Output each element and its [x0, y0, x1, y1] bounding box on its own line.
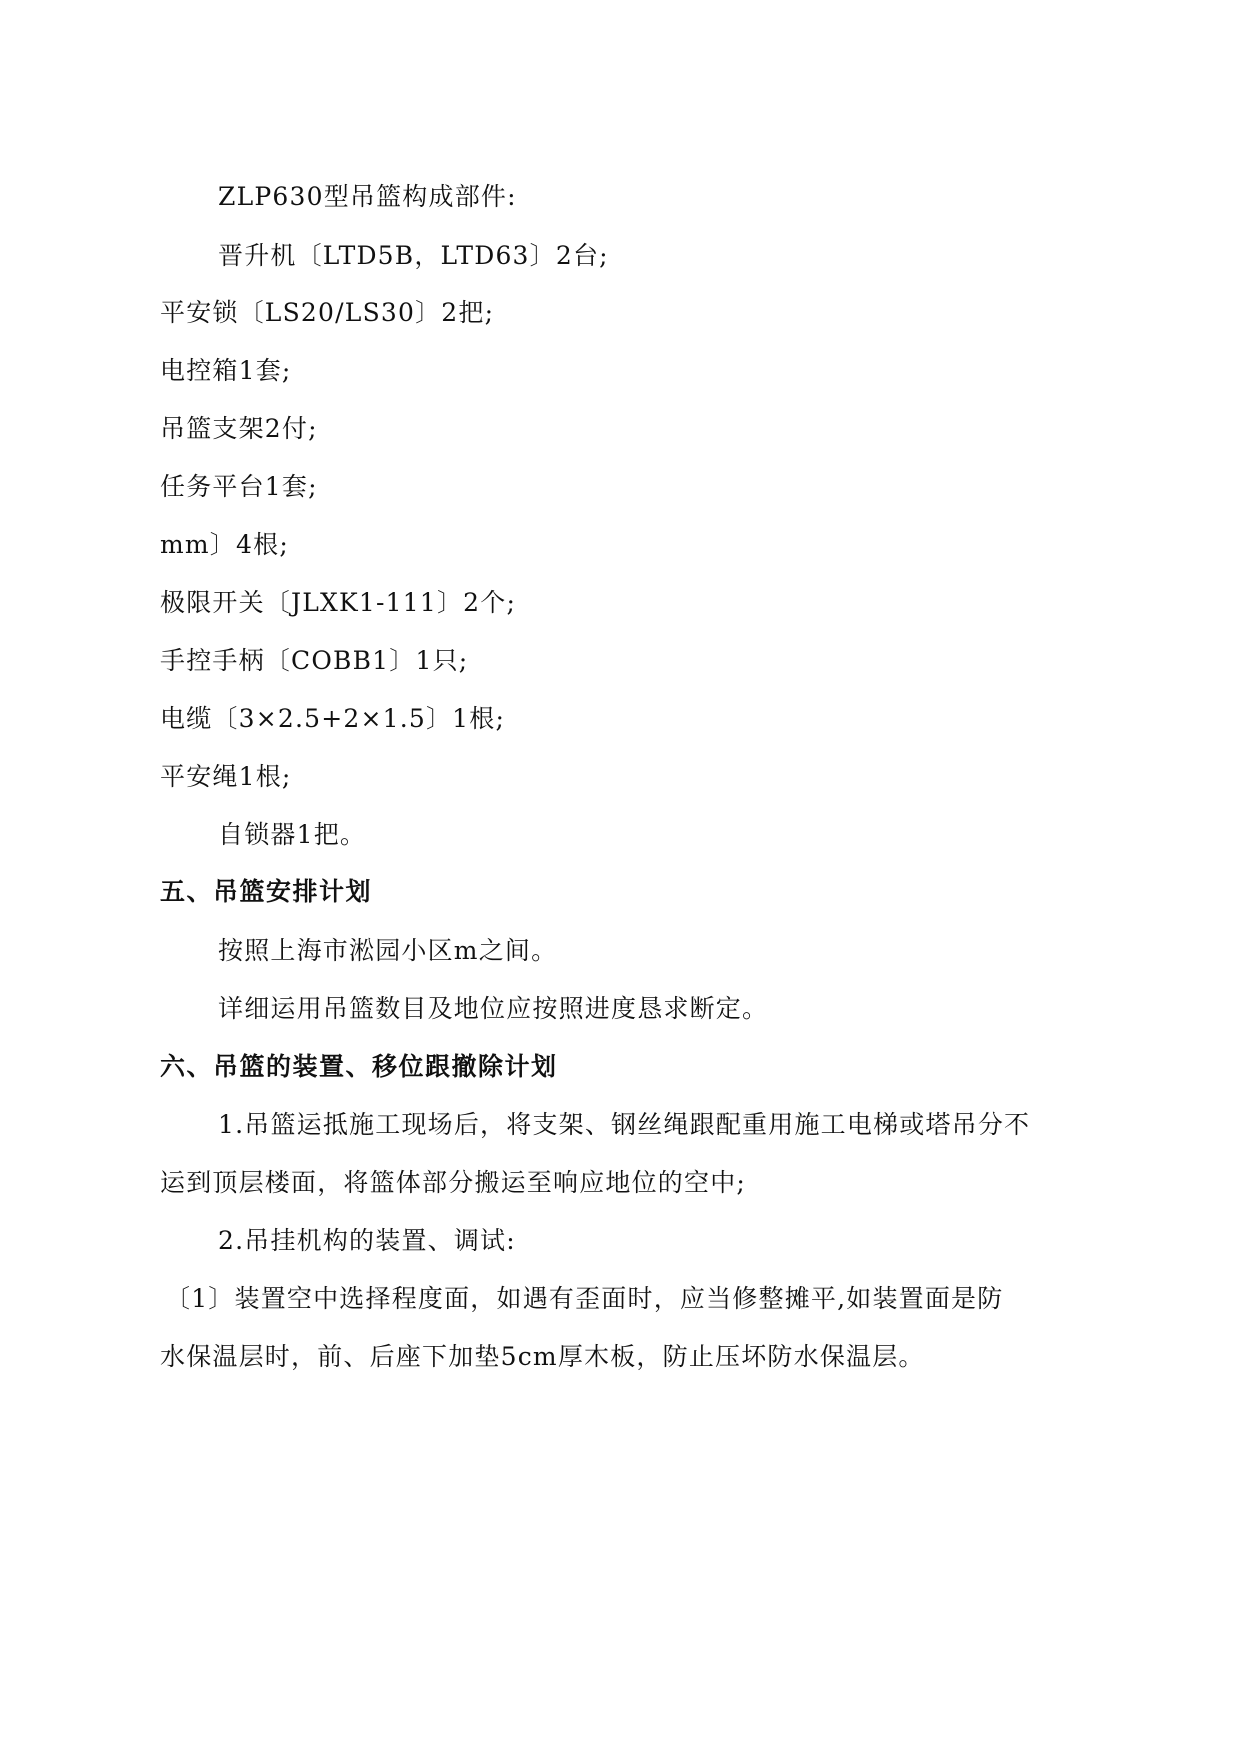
section-6-sub-1-line-2: 水保温层时，前、后座下加垫5cm厚木板，防止压坏防水保温层。 [160, 1342, 925, 1371]
list-item-limit-switch: 极限开关〔JLXK1-111〕2个; [160, 588, 517, 617]
list-item-self-locker: 自锁器1把。 [218, 820, 367, 849]
list-item-wire-rope: mm〕4根; [160, 530, 289, 559]
section-5-paragraph-2: 详细运用吊篮数目及地位应按照进度恳求断定。 [218, 994, 769, 1023]
list-item-bracket: 吊篮支架2付; [160, 414, 318, 443]
list-item-cable: 电缆〔3×2.5+2×1.5〕1根; [160, 704, 506, 733]
section-6-item-2: 2.吊挂机构的装置、调试: [218, 1226, 516, 1255]
section-6-heading: 六、吊篮的装置、移位跟撤除计划 [160, 1052, 558, 1081]
list-item-platform: 任务平台1套; [160, 472, 318, 501]
list-item-hand-control: 手控手柄〔COBB1〕1只; [160, 646, 469, 675]
section-6-item-1-line-1: 1.吊篮运抵施工现场后，将支架、钢丝绳跟配重用施工电梯或塔吊分不 [218, 1110, 1031, 1139]
list-item-control-box: 电控箱1套; [160, 356, 292, 385]
components-intro: ZLP630型吊篮构成部件: [218, 182, 517, 211]
section-6-sub-1-line-1: 〔1〕装置空中选择程度面，如遇有歪面时，应当修整摊平,如装置面是防 [165, 1284, 1004, 1313]
list-item-safety-rope: 平安绳1根; [160, 762, 292, 791]
section-5-paragraph-1: 按照上海市淞园小区m之间。 [218, 936, 558, 965]
section-5-heading: 五、吊篮安排计划 [160, 877, 373, 906]
list-item-hoist: 晋升机〔LTD5B，LTD63〕2台; [218, 241, 609, 270]
list-item-safety-lock: 平安锁〔LS20/LS30〕2把; [160, 298, 495, 327]
section-6-item-1-line-2: 运到顶层楼面，将篮体部分搬运至响应地位的空中; [160, 1168, 747, 1197]
